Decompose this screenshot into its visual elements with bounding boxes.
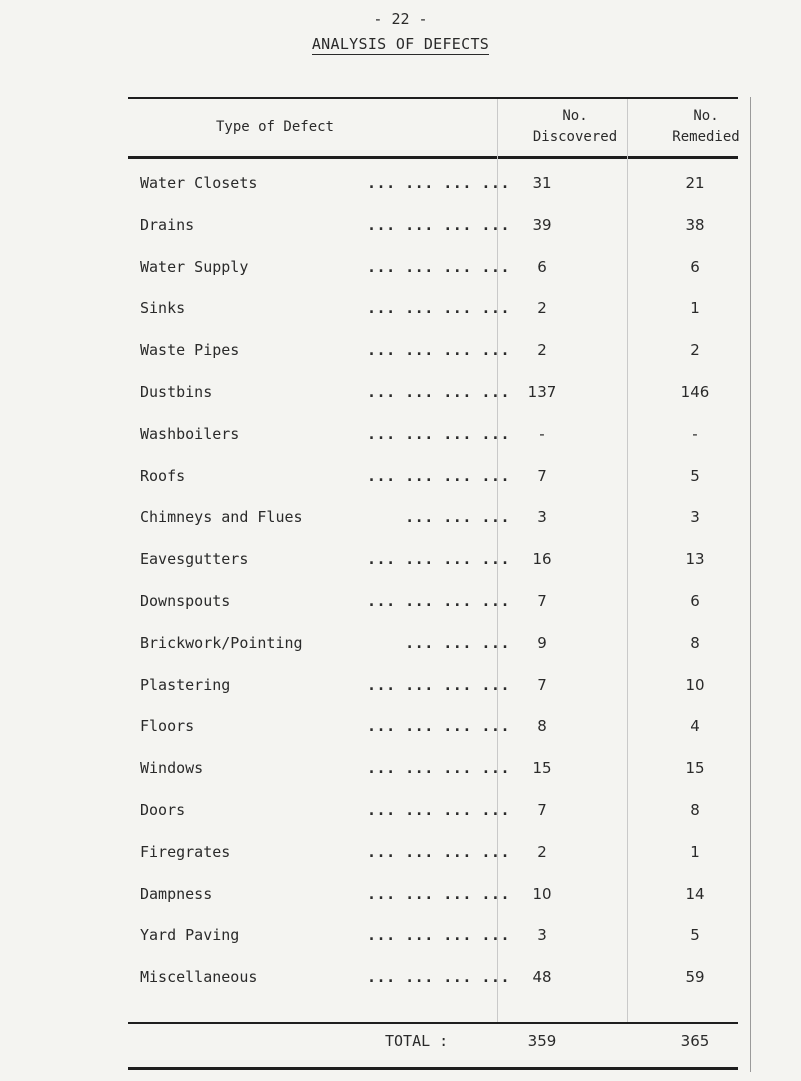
remedied-count-cell: 1 bbox=[690, 843, 700, 861]
header-remedied-line2: Remedied bbox=[672, 129, 740, 145]
defect-type-cell: Water Closets bbox=[140, 174, 258, 192]
total-label: TOTAL : bbox=[385, 1032, 449, 1050]
remedied-count-cell: 8 bbox=[690, 634, 700, 652]
table-row bbox=[0, 299, 801, 323]
defect-type-cell: Sinks bbox=[140, 299, 186, 317]
discovered-count-cell: 48 bbox=[532, 968, 552, 986]
leader-dots: ... ... ... ... bbox=[367, 885, 510, 903]
table-row bbox=[0, 174, 801, 198]
header-no-discovered bbox=[500, 106, 650, 148]
table-row bbox=[0, 717, 801, 741]
remedied-count-cell: 38 bbox=[685, 216, 705, 234]
discovered-count-cell: 7 bbox=[537, 676, 547, 694]
remedied-count-cell: 146 bbox=[680, 383, 710, 401]
remedied-count-cell: 13 bbox=[685, 550, 705, 568]
discovered-count-cell: 9 bbox=[537, 634, 547, 652]
defect-type-cell: Chimneys and Flues bbox=[140, 508, 303, 526]
remedied-count-cell: 5 bbox=[690, 926, 700, 944]
table-row bbox=[0, 216, 801, 240]
discovered-count-cell: 2 bbox=[537, 341, 547, 359]
header-type-of-defect: Type of Defect bbox=[215, 119, 334, 135]
defect-type-cell: Drains bbox=[140, 216, 195, 234]
remedied-count-cell: 5 bbox=[690, 467, 700, 485]
table-row bbox=[0, 425, 801, 449]
defect-type-cell: Waste Pipes bbox=[140, 341, 240, 359]
table-row bbox=[0, 258, 801, 282]
discovered-count-cell: 137 bbox=[527, 383, 557, 401]
table-top-rule bbox=[128, 97, 738, 99]
defect-type-cell: Washboilers bbox=[140, 425, 240, 443]
leader-dots: ... ... ... ... bbox=[367, 801, 510, 819]
table-bottom-rule bbox=[128, 1067, 738, 1070]
leader-dots: ... ... ... ... bbox=[367, 425, 510, 443]
page-number: - 22 - bbox=[373, 10, 428, 28]
table-row bbox=[0, 885, 801, 909]
total-discovered: 359 bbox=[527, 1032, 557, 1050]
discovered-count-cell: 16 bbox=[532, 550, 552, 568]
discovered-count-cell: - bbox=[539, 425, 545, 443]
defect-type-cell: Miscellaneous bbox=[140, 968, 258, 986]
discovered-count-cell: 7 bbox=[537, 801, 547, 819]
page-title-text: ANALYSIS OF DEFECTS bbox=[311, 35, 490, 53]
table-row bbox=[0, 467, 801, 491]
header-remedied-line1: No. bbox=[693, 108, 719, 124]
defect-type-cell: Brickwork/Pointing bbox=[140, 634, 303, 652]
header-rule bbox=[128, 156, 738, 159]
discovered-count-cell: 8 bbox=[537, 717, 547, 735]
discovered-count-cell: 2 bbox=[537, 299, 547, 317]
leader-dots: ... ... ... ... bbox=[367, 341, 510, 359]
table-row bbox=[0, 759, 801, 783]
table-row bbox=[0, 926, 801, 950]
discovered-count-cell: 7 bbox=[537, 467, 547, 485]
leader-dots: ... ... ... ... bbox=[367, 759, 510, 777]
leader-dots: ... ... ... ... bbox=[367, 174, 510, 192]
leader-dots: ... ... ... ... bbox=[367, 216, 510, 234]
leader-dots: ... ... ... ... bbox=[367, 717, 510, 735]
remedied-count-cell: 6 bbox=[690, 592, 700, 610]
leader-dots: ... ... ... ... bbox=[367, 467, 510, 485]
header-discovered-line2: Discovered bbox=[532, 129, 618, 145]
defect-type-cell: Windows bbox=[140, 759, 204, 777]
remedied-count-cell: 59 bbox=[685, 968, 705, 986]
remedied-count-cell: 21 bbox=[685, 174, 705, 192]
defect-type-cell: Dampness bbox=[140, 885, 213, 903]
discovered-count-cell: 2 bbox=[537, 843, 547, 861]
defect-type-cell: Eavesgutters bbox=[140, 550, 249, 568]
discovered-count-cell: 3 bbox=[537, 508, 547, 526]
total-remedied: 365 bbox=[680, 1032, 710, 1050]
leader-dots: ... ... ... ... bbox=[367, 550, 510, 568]
table-row bbox=[0, 968, 801, 992]
defect-type-cell: Yard Paving bbox=[140, 926, 240, 944]
leader-dots: ... ... ... ... bbox=[367, 926, 510, 944]
discovered-count-cell: 7 bbox=[537, 592, 547, 610]
leader-dots: ... ... ... ... bbox=[367, 592, 510, 610]
table-row bbox=[0, 341, 801, 365]
remedied-count-cell: 14 bbox=[685, 885, 705, 903]
remedied-count-cell: 8 bbox=[690, 801, 700, 819]
table-row bbox=[0, 550, 801, 574]
defect-type-cell: Water Supply bbox=[140, 258, 249, 276]
remedied-count-cell: - bbox=[692, 425, 698, 443]
defect-type-cell: Downspouts bbox=[140, 592, 231, 610]
leader-dots: ... ... ... bbox=[405, 508, 510, 526]
remedied-count-cell: 6 bbox=[690, 258, 700, 276]
table-row bbox=[0, 508, 801, 532]
defect-type-cell: Roofs bbox=[140, 467, 186, 485]
discovered-count-cell: 15 bbox=[532, 759, 552, 777]
remedied-count-cell: 1 bbox=[690, 299, 700, 317]
remedied-count-cell: 4 bbox=[690, 717, 700, 735]
defect-type-cell: Floors bbox=[140, 717, 195, 735]
leader-dots: ... ... ... ... bbox=[367, 299, 510, 317]
leader-dots: ... ... ... ... bbox=[367, 383, 510, 401]
discovered-count-cell: 39 bbox=[532, 216, 552, 234]
defect-type-cell: Firegrates bbox=[140, 843, 231, 861]
defect-type-cell: Doors bbox=[140, 801, 186, 819]
leader-dots: ... ... ... ... bbox=[367, 843, 510, 861]
defect-type-cell: Plastering bbox=[140, 676, 231, 694]
discovered-count-cell: 31 bbox=[532, 174, 552, 192]
leader-dots: ... ... ... ... bbox=[367, 676, 510, 694]
table-row bbox=[0, 676, 801, 700]
leader-dots: ... ... ... ... bbox=[367, 968, 510, 986]
table-row bbox=[0, 634, 801, 658]
table-row bbox=[0, 801, 801, 825]
table-row bbox=[0, 592, 801, 616]
discovered-count-cell: 3 bbox=[537, 926, 547, 944]
table-row bbox=[0, 843, 801, 867]
remedied-count-cell: 2 bbox=[690, 341, 700, 359]
remedied-count-cell: 15 bbox=[685, 759, 705, 777]
header-no-remedied bbox=[636, 106, 776, 148]
table-row bbox=[0, 383, 801, 407]
remedied-count-cell: 3 bbox=[690, 508, 700, 526]
defect-type-cell: Dustbins bbox=[140, 383, 213, 401]
discovered-count-cell: 10 bbox=[532, 885, 552, 903]
header-discovered-line1: No. bbox=[562, 108, 588, 124]
page-title bbox=[0, 35, 801, 53]
remedied-count-cell: 10 bbox=[685, 676, 705, 694]
leader-dots: ... ... ... ... bbox=[367, 258, 510, 276]
total-rule bbox=[128, 1022, 738, 1024]
discovered-count-cell: 6 bbox=[537, 258, 547, 276]
leader-dots: ... ... ... bbox=[405, 634, 510, 652]
